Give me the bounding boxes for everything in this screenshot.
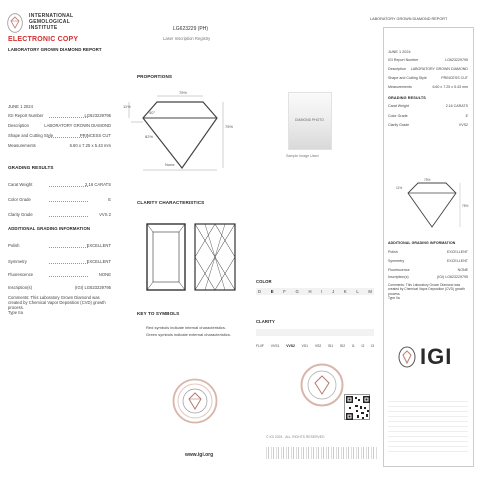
- color-letter: L: [356, 289, 359, 294]
- right-report-type: LABORATORY GROWN DIAMOND REPORT: [370, 17, 448, 21]
- summary-additional-title: ADDITIONAL GRADING INFORMATION: [388, 241, 456, 245]
- summary-additional-label: Inscription(s): [388, 275, 409, 279]
- summary-additional-value: NONE: [457, 268, 468, 272]
- color-letter: E: [270, 289, 274, 294]
- summary-additional-value: EXCELLENT: [447, 250, 468, 254]
- clarity-grade: VVS1: [270, 344, 280, 348]
- center-report-id: LG623229 (PH): [173, 26, 209, 32]
- svg-text:40°: 40°: [149, 110, 156, 115]
- org-name: [29, 13, 73, 31]
- website-url: www.igi.org: [185, 452, 214, 458]
- summary-date: JUNE 1 2024: [388, 50, 411, 54]
- scales-footer-note: © IGI 2024 - ALL RIGHTS RESERVED: [266, 435, 325, 439]
- comment-line: process.: [8, 305, 24, 310]
- clarity-grade: SI1: [328, 344, 334, 348]
- color-letter: F: [283, 289, 286, 294]
- color-scale-title: COLOR: [256, 279, 272, 284]
- comment-line: Type IIa: [8, 310, 23, 315]
- key-line: Red symbols indicate internal characteristics.: [146, 325, 227, 330]
- id-row-value: 6.60 x 7.25 x 5.43 mm: [69, 143, 111, 148]
- svg-text:None: None: [165, 162, 175, 167]
- summary-additional-row: [388, 268, 468, 274]
- comments-block: [8, 295, 106, 315]
- id-row-value: LABORATORY GROWN DIAMOND: [44, 123, 111, 128]
- clarity-grade: I3: [371, 344, 374, 348]
- summary-grading-label: Carat Weight: [388, 104, 409, 108]
- additional-row-label: Polish: [8, 243, 20, 248]
- summary-row: [388, 67, 468, 73]
- color-letter: J: [332, 289, 335, 294]
- org-name-line2: GEMOLOGICAL: [29, 19, 71, 25]
- dotted-leader: [49, 216, 88, 217]
- summary-grading-title: GRADING RESULTS: [388, 96, 426, 100]
- summary-additional-row: [388, 259, 468, 265]
- dotted-leader: [49, 117, 88, 118]
- summary-additional-label: Fluorescence: [388, 268, 410, 272]
- clarity-characteristics-title: CLARITY CHARACTERISTICS: [137, 200, 205, 205]
- color-letter: M: [368, 289, 372, 294]
- summary-grading-label: Color Grade: [388, 114, 408, 118]
- dotted-leader: [49, 263, 88, 264]
- color-scale-letters: [258, 289, 372, 294]
- summary-comment-line: created by Chemical Vapor Deposition (CVD) growth: [388, 287, 465, 292]
- dotted-leader: [49, 186, 88, 187]
- grading-results-title: GRADING RESULTS: [8, 165, 54, 170]
- clarity-scale-bar: [256, 329, 374, 336]
- grading-row: [8, 212, 111, 218]
- summary-additional-value: EXCELLENT: [447, 259, 468, 263]
- id-row-label: IGI Report Number: [8, 113, 44, 118]
- summary-grading-row: [388, 114, 468, 120]
- id-row-label: Description: [8, 123, 29, 128]
- grading-row-label: Carat Weight: [8, 182, 33, 187]
- additional-row-value: (IGI) LG623229795: [74, 285, 111, 290]
- large-igi-stamp: [300, 363, 344, 407]
- id-row-label: Shape and Cutting Style: [8, 133, 54, 138]
- summary-row-label: Description: [388, 67, 406, 71]
- summary-row-label: IGI Report Number: [388, 58, 419, 62]
- summary-grading-value: VVS2: [458, 123, 468, 127]
- summary-comment-line: process.: [388, 291, 401, 296]
- grading-row-label: Color Grade: [8, 197, 31, 202]
- color-letter: K: [343, 289, 347, 294]
- comment-line: Comments: This Laboratory Grown Diamond was: [8, 295, 100, 300]
- additional-row: [8, 285, 111, 291]
- svg-text:75%: 75%: [225, 124, 234, 129]
- summary-additional-row: [388, 275, 468, 281]
- qr-code[interactable]: [344, 394, 370, 420]
- id-row: [8, 143, 111, 149]
- additional-row: [8, 243, 111, 249]
- barcode-strip: [266, 447, 378, 459]
- clarity-plot: [143, 219, 243, 295]
- clarity-plot-diagram: [143, 219, 243, 295]
- summary-grading-row: [388, 104, 468, 110]
- summary-row-value: LABORATORY GROWN DIAMOND: [410, 67, 468, 71]
- photo-caption: Sample Image Used: [286, 154, 319, 158]
- additional-row-label: Symmetry: [8, 259, 27, 264]
- color-letter: I: [321, 289, 323, 294]
- summary-row-value: 6.60 x 7.25 x 5.43 mm: [432, 85, 468, 89]
- org-name-line1: INTERNATIONAL: [29, 13, 74, 19]
- summary-additional-label: Polish: [388, 250, 398, 254]
- summary-grading-label: Clarity Grade: [388, 123, 410, 127]
- svg-text:11%: 11%: [123, 104, 131, 109]
- additional-row-label: Fluorescence: [8, 272, 34, 277]
- summary-row-value: LG623229795: [445, 58, 468, 62]
- id-row-value: PRINCESS CUT: [79, 133, 111, 138]
- clarity-grade: I1: [351, 344, 355, 348]
- stamp-icon: [300, 363, 344, 407]
- diamond-photo: [288, 92, 332, 150]
- grading-row-value: 2.16 CARATS: [85, 182, 111, 187]
- additional-grading-title: ADDITIONAL GRADING INFORMATION: [8, 226, 91, 231]
- qr-code-icon: [345, 395, 371, 421]
- clarity-scale-title: CLARITY: [256, 319, 275, 324]
- summary-diamond-profile: [394, 177, 470, 231]
- proportions-diagram: [119, 86, 239, 172]
- key-to-symbols-title: KEY TO SYMBOLS: [137, 311, 180, 316]
- summary-row-label: Measurements: [388, 85, 412, 89]
- org-name-line3: INSTITUTE: [29, 25, 58, 31]
- clarity-grade: VS2: [314, 344, 322, 348]
- igi-emblem-icon: [398, 346, 416, 368]
- summary-additional-value: (IGI) LG623229795: [437, 275, 468, 279]
- additional-row-label: Inscription(s): [8, 285, 32, 290]
- igi-brand-logo: [398, 346, 416, 368]
- additional-row: [8, 272, 111, 278]
- diamond-profile-diagram: [119, 86, 239, 172]
- grading-row: [8, 197, 111, 203]
- summary-grading-value: E: [465, 114, 468, 118]
- id-row: [8, 123, 111, 129]
- report-date: JUNE 1 2024: [8, 104, 33, 109]
- electronic-copy-label: ELECTRONIC COPY: [8, 36, 79, 43]
- id-row: [8, 133, 111, 139]
- additional-row: [8, 259, 111, 265]
- seal-stamp-icon: [172, 378, 218, 424]
- clarity-grade: FL/IF: [256, 344, 264, 348]
- svg-text:75%: 75%: [424, 178, 431, 182]
- key-line: Green symbols indicate external characteristics.: [146, 332, 231, 337]
- svg-text:82%: 82%: [145, 134, 154, 139]
- dotted-leader: [49, 247, 88, 248]
- grading-row-value: VVS 2: [99, 212, 111, 217]
- summary-additional-row: [388, 250, 468, 256]
- summary-additional-label: Symmetry: [388, 259, 405, 263]
- id-row-label: Measurements: [8, 143, 36, 148]
- summary-row: [388, 58, 468, 64]
- comment-line: created by Chemical Vapor Deposition (CVD) growth: [8, 300, 106, 305]
- summary-row-value: PRINCESS CUT: [441, 76, 468, 80]
- summary-grading-value: 2.16 CARATS: [445, 104, 468, 108]
- clarity-grade: VVS2: [286, 344, 295, 348]
- additional-row-value: NONE: [98, 272, 111, 277]
- dotted-leader: [49, 276, 88, 277]
- clarity-grade: SI2: [339, 344, 346, 348]
- photo-label: DIAMOND PHOTO: [295, 118, 324, 122]
- igi-brand-wordmark: IGI: [420, 344, 453, 369]
- summary-row: [388, 76, 468, 82]
- dotted-leader: [49, 201, 88, 202]
- clarity-grade: VS1: [301, 344, 309, 348]
- clarity-grade: I2: [361, 344, 365, 348]
- diamond-logo-icon: [7, 13, 23, 33]
- summary-proportions-diagram: [394, 177, 470, 231]
- id-row-value: LG623229795: [84, 113, 111, 118]
- grading-row: [8, 182, 111, 188]
- grading-row-label: Clarity Grade: [8, 212, 33, 217]
- svg-text:75%: 75%: [179, 90, 188, 95]
- summary-comment-line: Comments: This Laboratory Grown Diamond was: [388, 283, 461, 287]
- color-letter: H: [308, 289, 312, 294]
- additional-row-value: EXCELLENT: [86, 259, 111, 264]
- proportions-title: PROPORTIONS: [137, 74, 173, 79]
- clarity-scale-grades: [256, 344, 374, 349]
- igi-logo: [7, 13, 23, 33]
- grading-row-value: E: [108, 197, 111, 202]
- summary-row-label: Shape and Cutting Style: [388, 76, 427, 80]
- center-subtitle: Laser Inscription Registry: [163, 36, 211, 41]
- additional-row-value: EXCELLENT: [86, 243, 111, 248]
- id-row: [8, 113, 111, 119]
- svg-text:75%: 75%: [462, 204, 469, 208]
- igi-seal-stamp: [172, 378, 218, 424]
- summary-barcode: [388, 400, 468, 452]
- color-letter: D: [258, 289, 262, 294]
- color-letter: G: [295, 289, 299, 294]
- summary-row: [388, 85, 468, 91]
- svg-text:11%: 11%: [396, 186, 403, 190]
- report-type-title: LABORATORY GROWN DIAMOND REPORT: [8, 47, 102, 52]
- summary-grading-row: [388, 123, 468, 129]
- summary-comments: [388, 283, 465, 300]
- summary-comment-line: Type IIa: [388, 295, 400, 300]
